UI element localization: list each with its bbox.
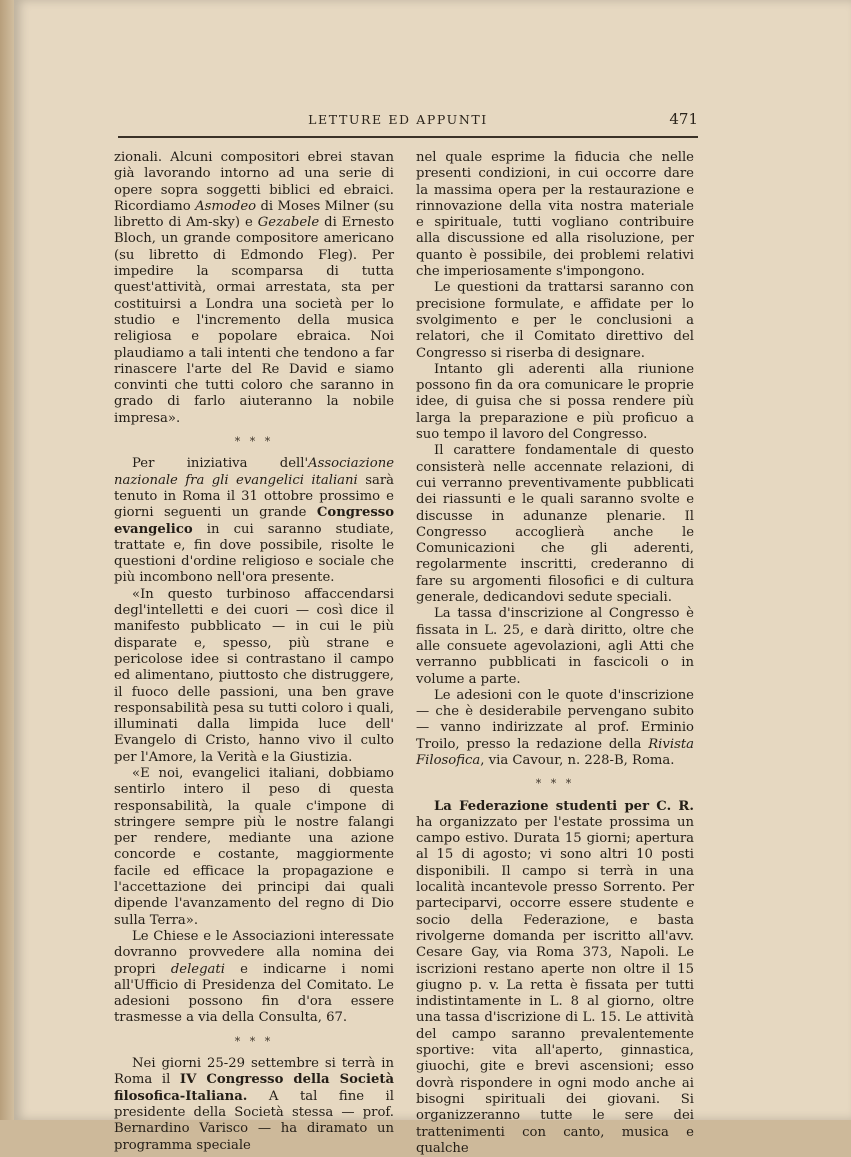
paragraph: Intanto gli aderenti alla riunione possono fin da ora comunicare le proprie idee, di guisa che si possa rendere più larga la preparazione e più proficuo a suo tempo il lavoro del Congresso.: [416, 361, 694, 443]
text-run: sarà tenuto in Roma il 31 ottobre prossimo e giorni seguenti un grande: [114, 472, 394, 521]
congress-name: Congresso evangelico: [114, 505, 394, 537]
paragraph: nel quale esprime la fiducia che nelle presenti condizioni, in cui occorre dare la massima opera per la restaurazione e rinnovazione della vita nostra materiale e spirituale, tutti vogliano contribuire alla discussione ed alla risoluzione, per quanto è possibile, dei problemi relativi che imperiosamente s'impongono.: [416, 150, 694, 280]
left-column: [114, 150, 394, 1154]
text-run: in cui saranno studiate, trattate e, fin dove possibile, risolte le questioni d'ordine religioso e sociale che più incombono nell'ora presente.: [114, 521, 394, 586]
page-number: 471: [669, 110, 698, 128]
paragraph: [114, 456, 394, 586]
paragraph: Il carattere fondamentale di questo consisterà nelle accennate relazioni, di cui verranno preventivamente pubblicati dei riassunti e le quali saranno svolte e discusse in adunanze plenarie. Il Congresso accoglierà anche le Comunicazioni che gli aderenti, regolarmente inscritti, crederanno di fare su argomenti filosofici e di cultura generale, dedicandovi sedute speciali.: [416, 443, 694, 606]
text-run: Per iniziativa dell': [132, 456, 309, 472]
federation-name: La Federazione studenti per C. R.: [434, 798, 694, 814]
paragraph: [416, 799, 694, 1157]
header-rule: [118, 136, 698, 138]
text-run: Nei giorni 25-29 settembre si terrà in Roma il: [114, 1056, 394, 1088]
paragraph: «E noi, evangelici italiani, dobbiamo sentirlo intero il peso di questa responsabilità, la quale c'impone di stringere sempre più le nostre falangi per rendere, mediante una azione concorde e costante, maggiormente facile ed efficace la propagazione e l'accettazione dei principi dai quali dipende l'avanzamento del regno di Dio sulla Terra».: [114, 765, 394, 928]
paragraph: «In questo turbinoso affaccendarsi degl'intelletti e dei cuori — così dice il manifesto pubblicato — in cui le più disparate e, spesso, più strane e pericolose idee si contrastano il campo ed alimentano, piuttosto che distruggere, il fuoco delle passioni, una ben grave responsabilità pesa su tutti coloro i quali, illuminati dalla limpida luce dell' Evangelo di Cristo, hanno vivo il culto per l'Amore, la Verità e la Giustizia.: [114, 586, 394, 765]
text-run: , via Cavour, n. 228-B, Roma.: [480, 752, 675, 768]
paragraph: [416, 688, 694, 769]
text-run: A tal fine il presidente della Società stessa — prof. Bernardino Varisco — ha diramato un programma speciale: [114, 1088, 394, 1153]
text-run: di Ernesto Bloch, un grande compositore americano (su libretto di Edmondo Fleg). Per impedire la scomparsa di tutta quest'attività, ormai arrestata, sta per costituirsi a Londra una società per lo studio e l'incremento della musica religiosa e popolare ebraica. Noi plaudiamo a tali intenti che tendono a far rinascere l'arte del Re David e siamo convinti che tutti coloro che saranno in grado di farlo aiuteranno la nobile impresa».: [114, 215, 395, 426]
paragraph: [114, 1056, 394, 1154]
text-run: ha organizzato per l'estate prossima un campo estivo. Durata 15 giorni; apertura al 15 di agosto; vi sono altri 10 posti disponibili. Il campo si terrà in una località incantevole presso Sorrento. Per parteciparvi, occorre essere studente e socio della Federazione, e basta rivolgerne domanda per iscritto all'avv. Cesare Gay, via Roma 373, Napoli. Le iscrizioni restano aperte non oltre il 15 giugno p. v. La retta è fissata per tutti indistintamente in L. 8 al giorno, oltre una tassa d'iscrizione di L. 15. Le attività del campo saranno prevalentemente sportive: vita all'aperto, ginnastica, giuochi, gite e brevi ascensioni; esso dovrà rispondere in ogni modo anche ai bisogni spirituali dei giovani. Si organizzeranno tutte le sere dei trattenimenti con canto, musica e qualche: [416, 814, 694, 1156]
association-name: Associazione nazionale fra gli evangelici italiani: [114, 456, 394, 488]
journal-title: Rivista Filosofica: [416, 736, 694, 768]
text-run: zionali. Alcuni compositori ebrei stavan già lavorando intorno ad una serie di opere sopra soggetti biblici ed ebraici. Ricordiamo: [114, 150, 394, 214]
emphasis: delegati: [170, 961, 225, 977]
paragraph: Le questioni da trattarsi saranno con precisione formulate, e affidate per lo svolgimento e per le conclusioni a relatori, che il Comitato direttivo del Congresso si riserba di designare.: [416, 280, 694, 361]
running-header: [118, 112, 698, 134]
text-run: di Moses Milner (su libretto di Am-sky) e: [114, 198, 395, 231]
opera-title: Gezabele: [257, 215, 320, 231]
right-column: [416, 150, 694, 1157]
paragraph: [114, 929, 394, 1027]
paragraph: La tassa d'inscrizione al Congresso è fissata in L. 25, e darà diritto, oltre che alle consuete agevolazioni, agli Atti che verranno pubblicati in fascicoli o in volume a parte.: [416, 606, 694, 687]
section-title: LETTURE ED APPUNTI: [308, 112, 488, 127]
opera-title: Asmodeo: [195, 198, 257, 214]
section-separator: * * *: [234, 1034, 274, 1048]
text-run: e indicarne i nomi all'Ufficio di Presidenza del Comitato. Le adesioni possono fin d'ora essere trasmesse a via della Consulta, 67.: [114, 961, 394, 1026]
text-run: Le Chiese e le Associazioni interessate dovranno provvedere alla nomina dei propri: [114, 928, 394, 977]
paragraph: [114, 150, 394, 427]
text-run: Le adesioni con le quote d'inscrizione — che è desiderabile pervengano subito — vanno indirizzate al prof. Erminio Troilo, presso la redazione della: [416, 687, 694, 752]
congress-name: IV Congresso della Società filosofica-Italiana.: [114, 1072, 394, 1104]
section-separator: * * *: [535, 777, 575, 791]
section-separator: * * *: [234, 435, 274, 449]
